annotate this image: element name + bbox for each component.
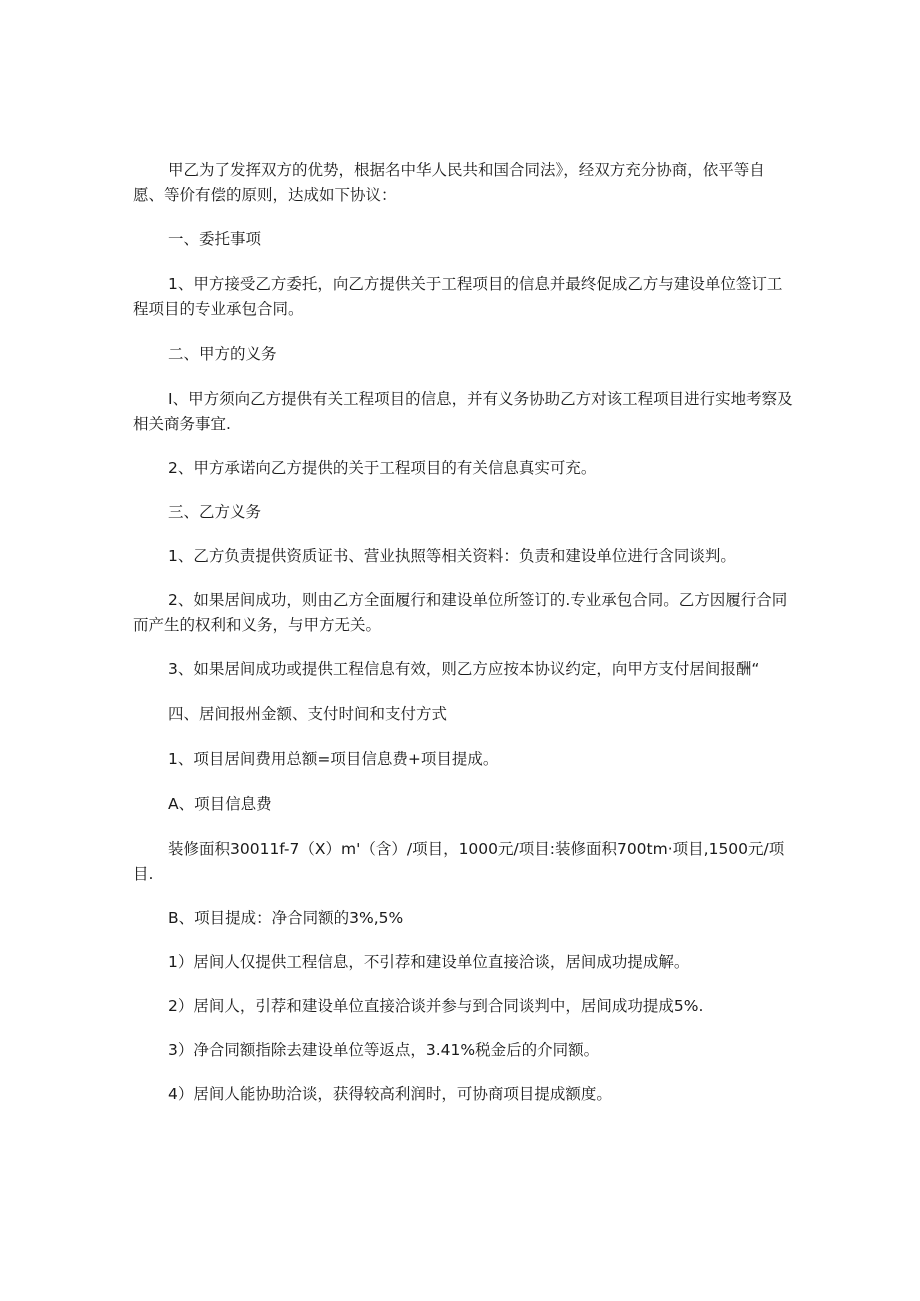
party-b-obligation-3: 3、如果居间成功或提供工程信息有效，则乙方应按本协议约定，向甲方支付居间报酬“ — [168, 660, 760, 678]
commission-item-2: 2）居间人，引荐和建设单位直接洽谈并参与到合同谈判中，居间成功提成5%. — [168, 997, 704, 1015]
entrustment-item-1: 1、甲方接受乙方委托，向乙方提供关于工程项目的信息并最终促成乙方与建设单位签订工程项目的专业承包合同。 — [133, 275, 783, 318]
commission-item-1: 1）居间人仅提供工程信息，不引荐和建设单位直接洽谈，居间成功提成解。 — [168, 953, 690, 971]
party-a-obligation-2: 2、甲方承诺向乙方提供的关于工程项目的有关信息真实可充。 — [168, 459, 597, 477]
party-a-obligation-1: I、甲方须向乙方提供有关工程项目的信息，并有义务协助乙方对该工程项目进行实地考察及相关商务事宜. — [133, 390, 793, 433]
section-heading-entrustment: 一、委托事项 — [168, 230, 262, 248]
party-b-obligation-2: 2、如果居间成功，则由乙方全面履行和建设单位所签订的.专业承包合同。乙方因履行合同而产生的权利和义务，与甲方无关。 — [133, 591, 788, 634]
section-heading-payment: 四、居间报州金额、支付时间和支付方式 — [168, 705, 448, 723]
commission-item-3: 3）净合同额指除去建设单位等返点，3.41%税金后的介同额。 — [168, 1041, 600, 1059]
subsection-heading-commission: B、项目提成：净合同额的3%,5% — [168, 909, 404, 927]
subsection-heading-info-fee: A、项目信息费 — [168, 795, 272, 813]
document-body — [133, 158, 793, 1107]
section-heading-party-a-obligations: 二、甲方的义务 — [168, 345, 277, 363]
commission-item-4: 4）居间人能协助洽谈，获得较高利润时，可协商项目提成额度。 — [168, 1085, 612, 1103]
section-heading-party-b-obligations: 三、乙方义务 — [168, 503, 262, 521]
intro-paragraph: 甲乙为了发挥双方的优势，根据名中华人民共和国合同法》，经双方充分协商，依平等自愿、等价有偿的原则，达成如下协议： — [133, 161, 765, 204]
payment-item-1: 1、项目居间费用总额=项目信息费+项目提成。 — [168, 750, 499, 768]
party-b-obligation-1: 1、乙方负责提供资质证书、营业执照等相关资料：负责和建设单位进行含同谈判。 — [168, 547, 736, 565]
info-fee-body: 装修面积30011f-7（X）m'（含）/项目，1000元/项目:装修面积700tm·项目,1500元/项目. — [133, 840, 785, 883]
